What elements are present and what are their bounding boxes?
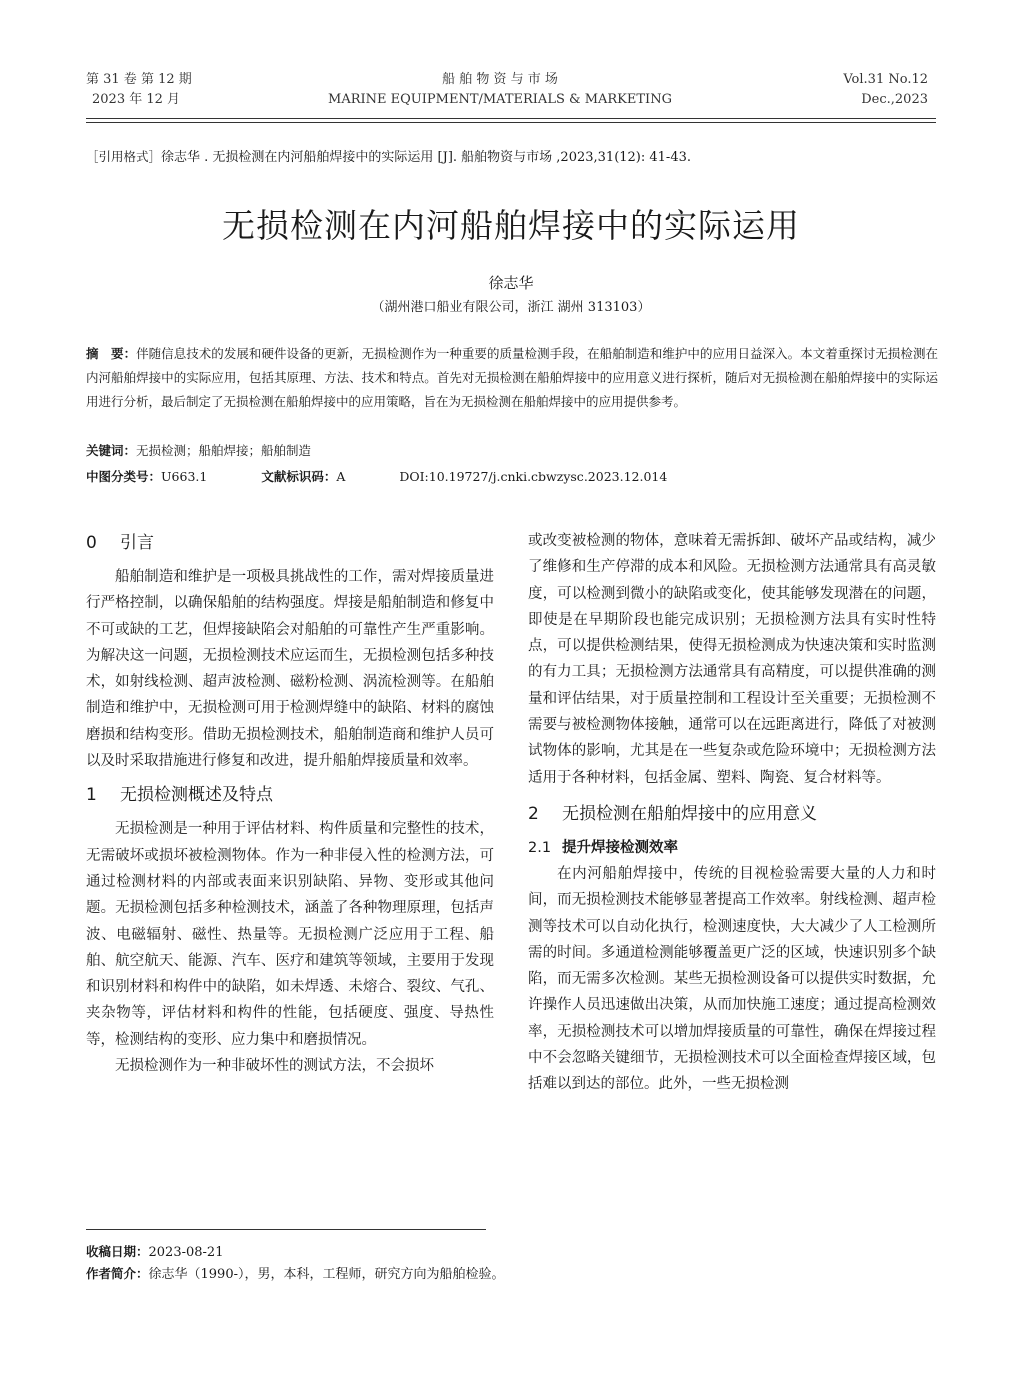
issue-date-en: Dec.,2023 — [861, 92, 928, 107]
received-date — [86, 1241, 223, 1264]
section-title: 无损检测概述及特点 — [120, 785, 273, 806]
author-bio-value: 徐志华（1990-），男，本科，工程师，研究方向为船舶检验。 — [148, 1267, 505, 1282]
clc-value: U663.1 — [161, 469, 208, 484]
abstract-label: 摘 要： — [86, 346, 137, 361]
journal-name — [250, 70, 750, 110]
subsection-title: 提升焊接检测效率 — [562, 839, 678, 856]
section-0-heading — [86, 530, 494, 556]
paragraph-continued: 或改变被检测的物体，意味着无需拆卸、破坏产品或结构，减少了维修和生产停滞的成本和风险。无损检测方法通常具有高灵敏度，可以检测到微小的缺陷或变化，使其能够发现潜在的问题，即使是在早期阶段也能完成识别；无损检测方法具有实时性特点，可以提供检测结果，使得无损检测成为快速决策和实时监测的有力工具；无损检测方法通常具有高精度，可以提供准确的测量和评估结果，对于质量控制和工程设计至关重要；无损检测不需要与被检测物体接触，通常可以在远距离进行，降低了对被测试物体的影响，尤其是在一些复杂或危险环境中；无损检测方法适用于各种材料，包括金属、塑料、陶瓷、复合材料等。 — [528, 533, 936, 786]
paper-author: 徐志华 — [488, 274, 534, 292]
abstract-text: 伴随信息技术的发展和硬件设备的更新，无损检测作为一种重要的质量检测手段，在船舶制造和维护中的应用日益深入。本文着重探讨无损检测在内河船舶焊接中的实际应用，包括其原理、方法、技术和特点。首先对无损检测在船舶焊接中的应用意义进行探析，随后对无损检测在船舶焊接中的实际运用进行分析，最后制定了无损检测在船舶焊接中的应用策略，旨在为无损检测在船舶焊接中的应用提供参考。 — [86, 346, 938, 409]
section-number: 0 — [86, 533, 97, 553]
journal-name-en: MARINE EQUIPMENT/MATERIALS & MARKETING — [328, 92, 672, 107]
citation-text: 徐志华 . 无损检测在内河船舶焊接中的实际运用 [J]. 船舶物资与市场 ,2023,31(12): 41-43. — [161, 150, 691, 165]
author-affiliation: （湖州港口船业有限公司，浙江 湖州 313103） — [371, 300, 651, 315]
keywords — [86, 441, 311, 459]
author-bio-label: 作者简介： — [86, 1266, 149, 1281]
body-left-column — [86, 528, 494, 1079]
journal-volume-info — [86, 70, 192, 110]
paper-title: 无损检测在内河船舶焊接中的实际运用 — [222, 206, 800, 245]
body-right-column — [528, 528, 936, 1098]
author-bio — [86, 1263, 505, 1286]
received-value: 2023-08-21 — [148, 1245, 224, 1260]
section-1-heading — [86, 782, 494, 808]
doi: DOI:10.19727/j.cnki.cbwzysc.2023.12.014 — [399, 469, 668, 484]
volume-issue-en: Vol.31 No.12 — [843, 72, 928, 87]
classification-line — [86, 467, 946, 485]
keywords-text: 无损检测；船舶焊接；船舶制造 — [136, 443, 312, 458]
paragraph: 船舶制造和维护是一项极具挑战性的工作，需对焊接质量进行严格控制，以确保船舶的结构强度。焊接是船舶制造和修复中不可或缺的工艺，但焊接缺陷会对船舶的可靠性产生严重影响。为解决这一问题，无损检测技术应运而生，无损检测包括多种技术，如射线检测、超声波检测、磁粉检测、涡流检测等。在船舶制造和维护中，无损检测可用于检测焊缝中的缺陷、材料的腐蚀磨损和结构变形。借助无损检测技术，船舶制造商和维护人员可以及时采取措施进行修复和改进，提升船舶焊接质量和效率。 — [86, 569, 494, 770]
paragraph: 在内河船舶焊接中，传统的目视检验需要大量的人力和时间，而无损检测技术能够显著提高工作效率。射线检测、超声检测等技术可以自动化执行，检测速度快，大大减少了人工检测所需的时间。多通道检测能够覆盖更广泛的区域，快速识别多个缺陷，而无需多次检测。某些无损检测设备可以提供实时数据，允许操作人员迅速做出决策，从而加快施工速度；通过提高检测效率，无损检测技术可以增加焊接质量的可靠性，确保在焊接过程中不会忽略关键细节，无损检测技术可以全面检查焊接区域，包括难以到达的部位。此外，一些无损检测 — [528, 865, 936, 1093]
doc-code-value: A — [336, 469, 346, 484]
citation-label: ［引用格式］ — [86, 149, 162, 164]
volume-issue: 第 31 卷 第 12 期 — [86, 72, 192, 87]
citation-format — [86, 146, 946, 165]
journal-name-cn: 船 舶 物 资 与 市 场 — [442, 72, 558, 87]
subsection-number: 2.1 — [528, 839, 552, 856]
section-title: 无损检测在船舶焊接中的应用意义 — [562, 803, 817, 824]
keywords-label: 关键词： — [86, 443, 137, 458]
abstract — [86, 342, 938, 414]
paragraph: 无损检测作为一种非破坏性的测试方法，不会损坏 — [115, 1058, 434, 1075]
clc-label: 中图分类号： — [86, 469, 162, 484]
doc-code-label: 文献标识码： — [261, 469, 337, 484]
subsection-2-1-heading — [528, 835, 936, 861]
section-title: 引言 — [120, 533, 154, 553]
received-label: 收稿日期： — [86, 1244, 149, 1259]
footnote-rule — [86, 1229, 486, 1230]
paragraph: 无损检测是一种用于评估材料、构件质量和完整性的技术，无需破坏或损坏被检测物体。作为一种非侵入性的检测方法，可通过检测材料的内部或表面来识别缺陷、异物、变形或其他问题。无损检测包括多种检测技术，涵盖了各种物理原理，包括声波、电磁辐射、磁性、热量等。无损检测广泛应用于工程、船舶、航空航天、能源、汽车、医疗和建筑等领域，主要用于发现和识别材料和构件中的缺陷，如未焊透、未熔合、裂纹、气孔、夹杂物等，评估材料和构件的性能，包括硬度、强度、导热性等，检测结构的变形、应力集中和磨损情况。 — [86, 821, 494, 1048]
issue-date: 2023 年 12 月 — [92, 92, 181, 107]
journal-volume-info-en — [843, 70, 928, 110]
header-rule-thin — [86, 122, 936, 123]
header-rule-thick — [86, 118, 936, 119]
section-number: 1 — [86, 785, 97, 806]
section-2-heading — [528, 801, 936, 827]
section-number: 2 — [528, 803, 539, 824]
